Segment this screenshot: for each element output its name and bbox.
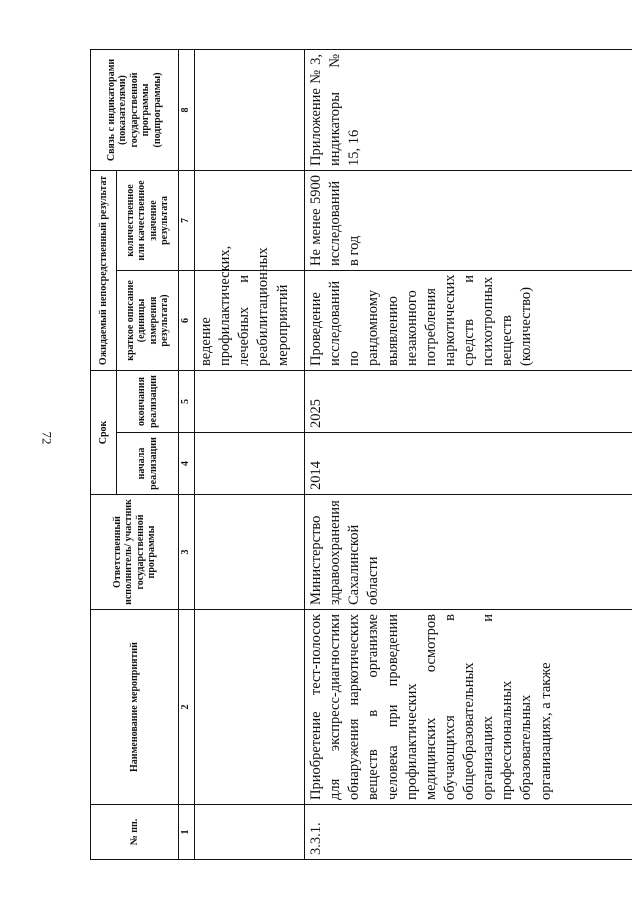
continuation-cell-empty	[195, 433, 305, 495]
header-result-desc: краткое описание (единицы измерения результата)	[117, 270, 179, 370]
page-number: 72	[39, 431, 55, 445]
continuation-row	[195, 49, 305, 859]
header-name: Наименование мероприятий	[91, 610, 179, 805]
column-number: 2	[179, 610, 195, 805]
header-num: № пп.	[91, 805, 179, 860]
header-start: начала реализации	[117, 433, 179, 495]
row-result-qty: Не менее 5900 исследований в год	[305, 170, 632, 270]
column-number: 1	[179, 805, 195, 860]
row-end: 2025	[305, 370, 632, 432]
column-number: 4	[179, 433, 195, 495]
continuation-cell-empty	[195, 495, 305, 610]
column-number: 6	[179, 270, 195, 370]
continuation-cell-empty	[195, 610, 305, 805]
column-number: 3	[179, 495, 195, 610]
continuation-cell-empty	[195, 49, 305, 170]
header-period: Срок	[91, 370, 117, 494]
column-number: 8	[179, 49, 195, 170]
row-link: Приложение № 3, индикаторы № 15, 16	[305, 49, 632, 170]
row-result-desc: Проведение исследований по рандомному выявлению незаконного потребления наркотических средств и психотропных веществ (количество)	[305, 270, 632, 370]
continuation-cell-empty	[195, 170, 305, 270]
header-link: Связь с индикаторами (показателями) государственной программы (подпрограммы)	[91, 49, 179, 170]
header-result-qty: количественное или качественное значение результата	[117, 170, 179, 270]
column-number: 5	[179, 370, 195, 432]
row-name: Приобретение тест-полосок для экспресс-диагностики обнаружения наркотических веществ в организме человека при проведении профилактических медицинских осмотров обучающихся в общеобразовательных организациях и профессиональных образовательных организациях, а также	[305, 610, 632, 805]
rotated-table-container	[90, 50, 632, 860]
activities-table	[90, 49, 632, 860]
continuation-cell-empty	[195, 805, 305, 860]
continuation-result-desc: ведение профилактических, лечебных и реабилитационных мероприятий	[195, 270, 305, 370]
row-num: 3.3.1.	[305, 805, 632, 860]
row-start: 2014	[305, 433, 632, 495]
row-responsible: Министерство здравоохранения Сахалинской области	[305, 495, 632, 610]
header-result: Ожидаемый непосредственный результат	[91, 170, 117, 370]
header-responsible: Ответственный исполнитель/ участник государственной программы	[91, 495, 179, 610]
column-number-row	[179, 49, 195, 859]
column-number: 7	[179, 170, 195, 270]
table-row	[305, 49, 632, 859]
header-end: окончания реализации	[117, 370, 179, 432]
continuation-cell-empty	[195, 370, 305, 432]
header-row-1	[91, 49, 117, 859]
